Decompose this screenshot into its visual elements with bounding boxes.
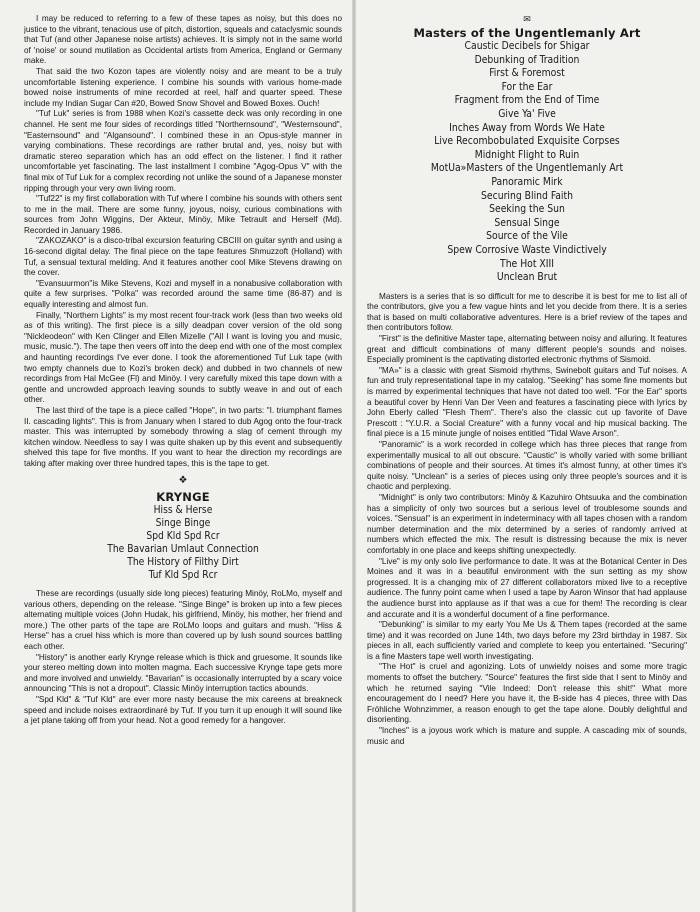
tape-title: Tuf Kld Spd Rcr [148, 570, 218, 581]
paragraph: "First" is the definitive Master tape, alternating between noisy and alluring. It features great and difficult combinations of many different people's sounds and noises. Especially prominent is the captivating distorted electronic rhythms of Sismoid. [367, 334, 687, 365]
paragraph: "Evansuurmon"is Mike Stevens, Kozi and myself in a nonabusive collaboration with quite a few surprises. "Polka" was recorded around the same time (86-87) and is equally interesting and almost fun. [24, 278, 342, 310]
masters-title: Masters of the Ungentlemanly Art [413, 26, 641, 40]
paragraph: "The Hot" is cruel and agonizing. Lots of unwieldy noises and some more tragic moments to offset the butchery. "Source" features the first side that I sent to Minöy and which he returned saying "Vile Indeed: Don't release this shit!" What more encouragement do I need? Here you have it, the B-side has 4 pieces, three with Das Fröhliche Wohnzimmer, a reason enough to get the tape alone. Doubly delightful and disorienting. [367, 662, 687, 725]
paragraph: "ZAKOZAKO" is a disco-tribal excursion featuring CBCIII on guitar synth and using a 16-second digital delay. The final piece on the tape features Shmuzzoft (Holland) with Tuf, a sensual textural melding. And it features another cool Mike Stevens drawing on the cover. [24, 236, 342, 278]
tape-title: Sensual Singe [494, 216, 560, 229]
tape-title: Debunking of Tradition [474, 53, 580, 66]
tape-title: Panoramic Mirk [491, 175, 563, 188]
tape-title: Unclean Brut [496, 271, 558, 284]
page-fold [352, 0, 356, 912]
paragraph: "Midnight" is only two contributors: Minöy & Kazuhiro Ohtsuuka and the combination has a simplicity of only two sources but a serious level of troublesome sounds and voices. "Sensual" is an experiment in indeterminacy with all tapes chosen with a random number determination and the mix determined by a series of randomly arrived at numbers which effected the mix. The result is distressing because the mix is never comfortably in one place and keeps shifting unexpectedly. [367, 492, 687, 555]
tape-title: Spew Corrosive Waste Vindictively [447, 243, 607, 256]
tape-title: Hiss & Herse [153, 504, 213, 516]
paragraph: I may be reduced to referring to a few of these tapes as noisy, but this does no justice to the vibrant, tenacious use of pitch, distortion, squeals and cataclysmic sounds that Tuf (and other Japanese noise artists) achieves. It is simply not in the same world of 'noise' or sound mutilation as Occidental artists from America, England or Germany make. [24, 14, 342, 66]
tape-title: The Bavarian Umlaut Connection [107, 543, 259, 555]
envelope-separator-icon: ✉ [523, 14, 531, 24]
paragraph: "Panoramic" is a work recorded in college which has three pieces that range from experimentally musical to all out obscure. "Caustic" is wholly varied with some brilliant combinations of people and their sources. At times it's almost funny, at other times it's quite noisy. "Unclean" is a series of pieces using only three people's sources and it is chaotic and perplexing. [367, 440, 687, 492]
tape-title: Fragment from the End of Time [454, 94, 600, 107]
tape-title: For the Ear [501, 80, 553, 93]
tape-title: Midnight Flight to Ruin [474, 148, 580, 161]
right-column [367, 14, 687, 906]
left-paragraphs-top [24, 14, 342, 470]
left-paragraphs-bottom [24, 589, 342, 727]
right-paragraphs [367, 292, 687, 748]
paragraph: "Inches" is a joyous work which is mature and supple. A cascading mix of sounds, music and [367, 726, 687, 746]
paragraph: These are recordings (usually side long pieces) featuring Minöy, RoLMo, myself and various others, depending on the release. "Singe Binge" is broken up into a few pieces alternating multiple voices (John Hudak, his girlfriend, Minöy, his mother, her friend and more.) The other parts of the tape are RoLMo loops and guitars and mush. "Hiss & Herse" has a cruel hiss which is more than covered up by lush sound sources battling each other. [24, 589, 342, 652]
tape-title: Live Recombobulated Exquisite Corpses [434, 135, 620, 148]
tape-title: Give Ya' Five [498, 107, 556, 120]
tape-title: Inches Away from Words We Hate [449, 121, 605, 134]
tape-title: MotUa»Masters of the Ungentlemanly Art [430, 162, 624, 175]
paragraph: Finally, "Northern Lights" is my most recent four-track work (less than two weeks old as of this writing). The first piece is a silly deadpan cover version of the old song "Nickleodeon" with Ken Clinger and Ellen Mizelle ("All I want is loving you and music, music, music."). The tape then veers off into the deep end with one of the most complex and haunting recordings I've ever done. I took the aforementioned Tuf Luk tape (with two empty channels due to Kozi's broken deck) and dubbed in two channels of new recordings from Hal McGee (Fl) and Minöy. I very carefully mixed this tape down with a gentle and uncrowded approach leaving sounds to subtly weave in and out of each other. [24, 310, 342, 405]
tape-title: Source of the Vile [486, 230, 568, 243]
paragraph: "History" is another early Krynge release which is thick and gruesome. It sounds like your stereo melting down into molten magma. Each successive Krynge tape gets more and more involved and unwieldy. "Bavarian" is occasionally interrupted by a scary voice announcing "This is not a dropout". Classic Minöy interruption tactics abounds. [24, 652, 342, 694]
paragraph: "Tuf Luk" series is from 1988 when Kozi's cassette deck was only recording in one channel. He sent me four sides of recordings titled "Northernsound", "Westernsound", "Easternsound" and "Algansound". I combined these in an Opus-style manner in varying combinations. These recordings are rather brutal and, yes, noisy but with dramatic stereo separation which has an odd effect on the listener. I find it rather uncomfortable yet fascinating. The last installment I combine "Agog-Opus V" with the final mix of Tuf Luk for a complex recording not unlike the sound of a Japanese monster ripping through your very own living room. [24, 109, 342, 193]
tape-title: First & Foremost [489, 67, 565, 80]
paragraph: "Debunking" is similar to my early You Me Us & Them tapes (recorded at the same time) and it was recorded on June 14th, two days before my 23rd birthday in 1987. Six pieces in all, each sufficiently varied and complete to keep you entertained. "Securing" is a fine Masters tape well worth investigating. [367, 620, 687, 661]
tape-title: Spd Kld Spd Rcr [146, 530, 220, 542]
krynge-title: KRYNGE [156, 489, 210, 504]
left-column [24, 14, 342, 906]
paragraph: "Spd Kld" & "Tuf Kld" are ever more nasty because the mix careens at breakneck speed and include noises extraordinaré by Tuf. If you turn it up enough it will sound like a jet plane taking off from your head. Not a good remedy for a hangover. [24, 695, 342, 726]
masters-tape-list [367, 40, 687, 285]
krynge-tape-list [24, 504, 342, 583]
tape-title: The Hot XIII [500, 257, 554, 270]
tape-title: The History of Filthy Dirt [127, 556, 239, 568]
tape-title: Seeking the Sun [489, 203, 565, 216]
paragraph: "Live" is my only solo live performance to date. It was at the Botanical Center in Des Moines and it was in a beautiful environment with the sun setting as my show progressed. It is a changing mix of 27 different collaborators mixed live to a receptive audience. The funny point came when I used a tape by Aaron Winsor that had applause the audience burst into applause as if that was a cue for them! The recording is clear and accurate and it is a wonderful document of a fine performance. [367, 556, 687, 619]
paragraph: That said the two Kozon tapes are violently noisy and are meant to be a truly uncomfortable listening experience. I combine his sounds with various home-made bowed noise instruments of mine recorded at reel, half and quarter speed. These include my Indian Sugar Can #20, Bowed Snow Shovel and Bowed Boxes. Ouch! [24, 66, 342, 108]
paragraph: "Tuf22" is my first collaboration with Tuf where I combine his sounds with others sent to me in the mail. There are some funny, joyous, noisy, curious combinations with sources from John Wiggins, Der Akteur, Minöy, Mike Tetrault and Herself (Md). Recorded in January 1986. [24, 194, 342, 235]
tape-title: Caustic Decibels for Shigar [464, 40, 590, 52]
tape-title: Securing Blind Faith [481, 189, 573, 202]
paragraph: Masters is a series that is so difficult for me to describe it is best for me to list all of the contributors, give you a few vague hints and let you decide from there. It is a series that is based on multi collaborative adventures. Here is a brief review of the tapes and then contributors follow. [367, 291, 687, 333]
diamond-separator-icon: ❖ [178, 474, 188, 486]
paragraph: "MA»" is a classic with great Sismoid rhythms, Swinebolt guitars and Tuf noises. A fun and truly representational tape in my catalog. "Seeking" has some fine moments but is marred by experimental techniques that have not dated too well. "For the Ear" sports a beautiful cover by Henri Van Der Veen and features a fascinating piece with lyrics by John Eberly called "Flesh Them". There's also the classic cut up favorite of Dave Prescott : "Y.U.R. a Social Creature" with a funny vocal and hip musical backing. The final piece is a 15 minute jungle of noises entitled "Tidal Wave Arson". [367, 365, 687, 439]
paragraph: The last third of the tape is a piece called "Hope", in two parts: "I. triumphant flames II. cascading lights". This is from January when I stared to dub Agog onto the four-track master. This was interrupted by somebody throwing a slag of cement through my kitchen window. Needless to say I was quite shaken up by this event and subsequently shelved this tape for five months. If you want to hear the direction my recordings are taking after making over three hundred tapes, this is the tape to get. [24, 405, 342, 468]
tape-title: Singe Binge [155, 517, 211, 529]
